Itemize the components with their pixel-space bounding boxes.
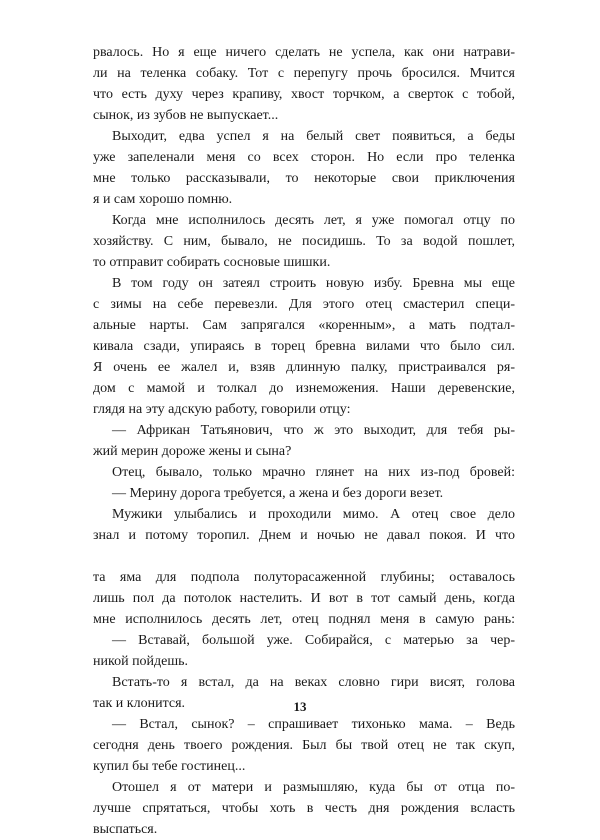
text-line: Я очень ее жалел и, взяв длинную палку, пристраивался ря- [93,360,515,375]
text-line: рвалось. Но я еще ничего сделать не успела, как они натрави- [93,45,515,60]
text-line: хозяйству. С ним, бывало, не посидишь. То за водой пошлет, [93,234,515,249]
body-text [93,42,515,840]
text-line: — Африкан Татьянович, что ж это выходит, для тебя ры- [112,423,515,438]
text-line: глядя на эту адскую работу, говорили отцу: [93,402,351,417]
text-line: — Вставай, большой уже. Собирайся, с матерью за чер- [112,633,515,648]
text-line: ли на теленка собаку. Тот с перепугу прочь бросился. Мчится [93,66,515,81]
text-line: Мужики улыбались и проходили мимо. А отец свое дело [112,507,515,522]
text-line: кивала сзади, упираясь в торец бревна вилами что было сил. [93,339,515,354]
text-line: мне только рассказывали, то некоторые свои приключения [93,171,515,186]
text-line: уже запеленали меня со всех сторон. Но если про теленка [93,150,515,165]
page-number: 13 [293,699,307,714]
text-line: сынок, из зубов не выпускает... [93,108,279,123]
text-line: Встать-то я встал, да на веках словно гири висят, голова [112,675,515,690]
text-line: Отошел я от матери и размышляю, куда бы от отца по- [112,780,515,795]
text-line: то отправит собирать сосновые шишки. [93,255,331,270]
text-line: Отец, бывало, только мрачно глянет на них из-под бровей: [112,465,515,480]
text-line: дом с мамой и толкал до изнеможения. Наши деревенские, [93,381,515,396]
text-line: что есть духу через крапиву, хвост торчком, а сверток с тобой, [93,87,515,102]
text-line: так и клонится. [93,696,186,711]
text-line: лучше спрятаться, чтобы хоть в честь дня рождения всласть [93,801,515,816]
text-line: купил бы тебе гостинец... [93,759,246,774]
text-line: я и сам хорошо помню. [93,192,233,207]
text-line: сегодня день твоего рождения. Был бы твой отец не так скуп, [93,738,515,753]
text-line: Когда мне исполнилось десять лет, я уже помогал отцу по [112,213,515,228]
text-line: Выходит, едва успел я на белый свет появиться, а беды [112,129,515,144]
text-line: — Мерину дорога требуется, а жена и без дороги везет. [112,486,444,501]
text-line [93,546,515,567]
text-line: — Встал, сынок? – спрашивает тихонько мама. – Ведь [112,717,515,732]
text-line: лишь пол да потолок настелить. И вот в тот самый день, когда [93,591,515,606]
text-line: та яма для подпола полуторасаженной глубины; оставалось [93,570,515,585]
text-line: мне исполнилось десять лет, отец поднял меня в самую рань: [93,612,515,627]
text-line: никой пойдешь. [93,654,189,669]
text-line: с зимы на себе перевезли. Для этого отец смастерил специ- [93,297,515,312]
text-line: альные нарты. Сам запрягался «коренным», а мать подтал- [93,318,515,333]
text-line: В том году он затеял строить новую избу. Бревна мы еще [112,276,515,291]
text-line: знал и потому торопил. Днем и ночью не давал покоя. И что [93,528,515,543]
text-line: выспаться. [93,822,158,837]
text-line: жий мерин дороже жены и сына? [93,444,292,459]
